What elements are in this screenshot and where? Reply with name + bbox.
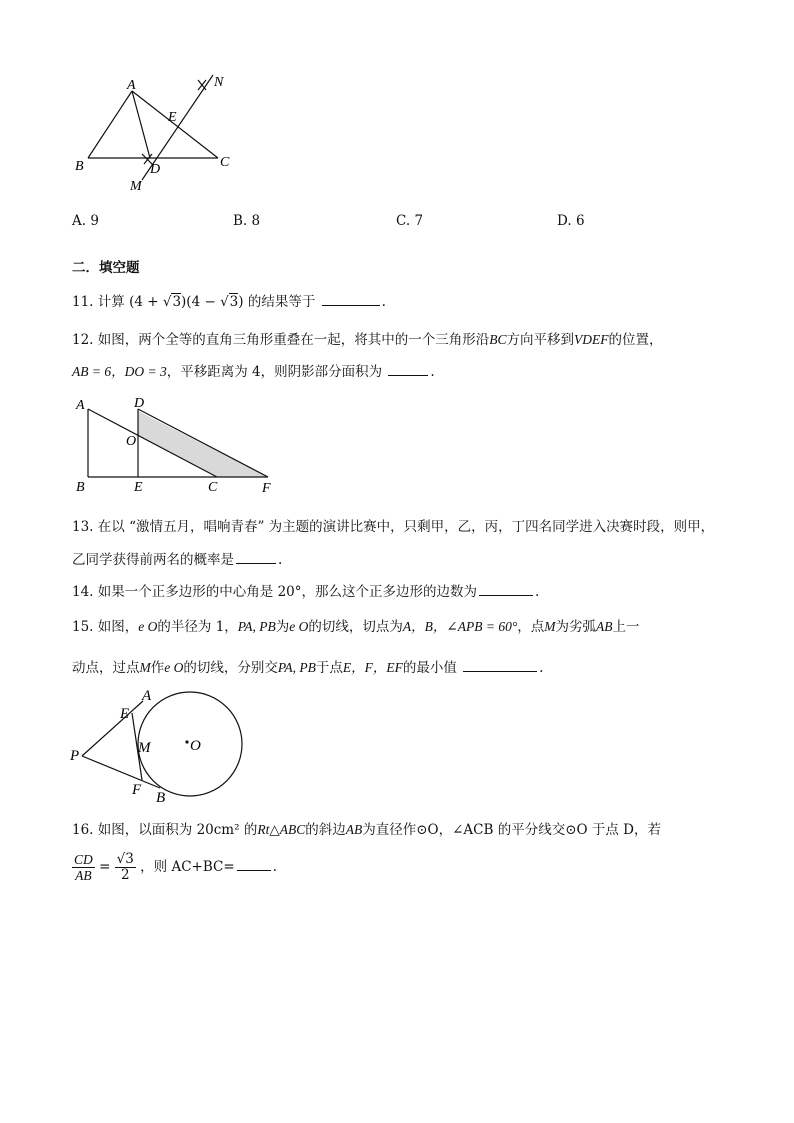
fraction-sqrt3-2: $\frac{√3}{2}$ (116, 851, 134, 883)
figure-q15 (66, 684, 256, 809)
label-d: D (134, 396, 145, 411)
label-e: E (134, 480, 143, 495)
question-13-line2: 乙同学获得前两名的概率是 . (72, 552, 283, 568)
figure-q10 (70, 70, 240, 195)
question-13-line1: 13. 在以 “激情五月，唱响青春” 为主题的演讲比赛中，只剩甲，乙，丙，丁四名同学进入决赛时段，则甲， (72, 519, 715, 535)
label-n: N (214, 75, 224, 90)
question-12-line1: 12. 如图，两个全等的直角三角形重叠在一起，将其中的一个三角形沿BC方向平移到VDEF的位置， (72, 332, 663, 348)
label-e: E (168, 110, 177, 125)
answer-blank-14[interactable] (479, 582, 533, 596)
question-12-line2: AB = 6，DO = 3，平移距离为 4，则阴影部分面积为 . (72, 364, 435, 380)
choice-d[interactable]: D. 6 (557, 213, 585, 229)
segment-ad (132, 91, 150, 158)
choice-c[interactable]: C. 7 (396, 213, 424, 229)
label-p: P (70, 748, 80, 764)
answer-blank-12[interactable] (388, 362, 428, 376)
label-b: B (156, 790, 166, 806)
fraction-cd-ab: $\frac{CD}{AB}$ (74, 852, 93, 883)
segment-ab (88, 91, 132, 158)
label-m: M (130, 179, 142, 194)
question-16-line2: $\frac{CD}{AB}$ = $\frac{√3}{2}$ ，则 AC+BC= . (74, 851, 277, 883)
answer-blank-13[interactable] (236, 550, 276, 564)
label-o: O (190, 738, 201, 754)
label-d: D (150, 162, 161, 177)
choice-a[interactable]: A. 9 (72, 213, 99, 229)
label-c: C (220, 155, 230, 170)
tangent-pb (82, 756, 160, 788)
answer-blank-11[interactable] (322, 292, 380, 306)
answer-blank-15[interactable] (463, 658, 537, 672)
label-o: O (126, 434, 137, 449)
figure-q12 (72, 395, 282, 495)
label-a: A (142, 688, 152, 704)
label-f: F (132, 782, 142, 798)
label-b: B (75, 159, 84, 174)
label-c: C (208, 480, 218, 495)
label-b: B (76, 480, 85, 495)
answer-blank-16[interactable] (237, 857, 271, 871)
choice-b[interactable]: B. 8 (233, 213, 261, 229)
label-a: A (127, 78, 136, 93)
question-16-line1: 16. 如图，以面积为 20cm² 的Rt△ABC的斜边AB为直径作⊙O，∠ACB 的平分线交⊙O 于点 D，若 (72, 822, 661, 838)
label-f: F (262, 481, 271, 495)
label-a: A (76, 398, 85, 413)
question-15-line2: 动点，过点M作e O的切线，分别交PA, PB于点E，F，EF的最小值 . (72, 660, 544, 676)
label-m: M (138, 740, 151, 756)
section-title: 二．填空题 (72, 260, 140, 276)
label-e: E (120, 706, 130, 722)
question-14: 14. 如果一个正多边形的中心角是 20°，那么这个正多边形的边数为 . (72, 584, 540, 600)
question-15-line1: 15. 如图，e O的半径为 1，PA, PB为e O的切线，切点为A，B，∠APB = 60°，点M为劣弧AB上一 (72, 619, 640, 635)
question-11: 11. 计算 (4 + √3)(4 − √3) 的结果等于 . (72, 294, 386, 310)
